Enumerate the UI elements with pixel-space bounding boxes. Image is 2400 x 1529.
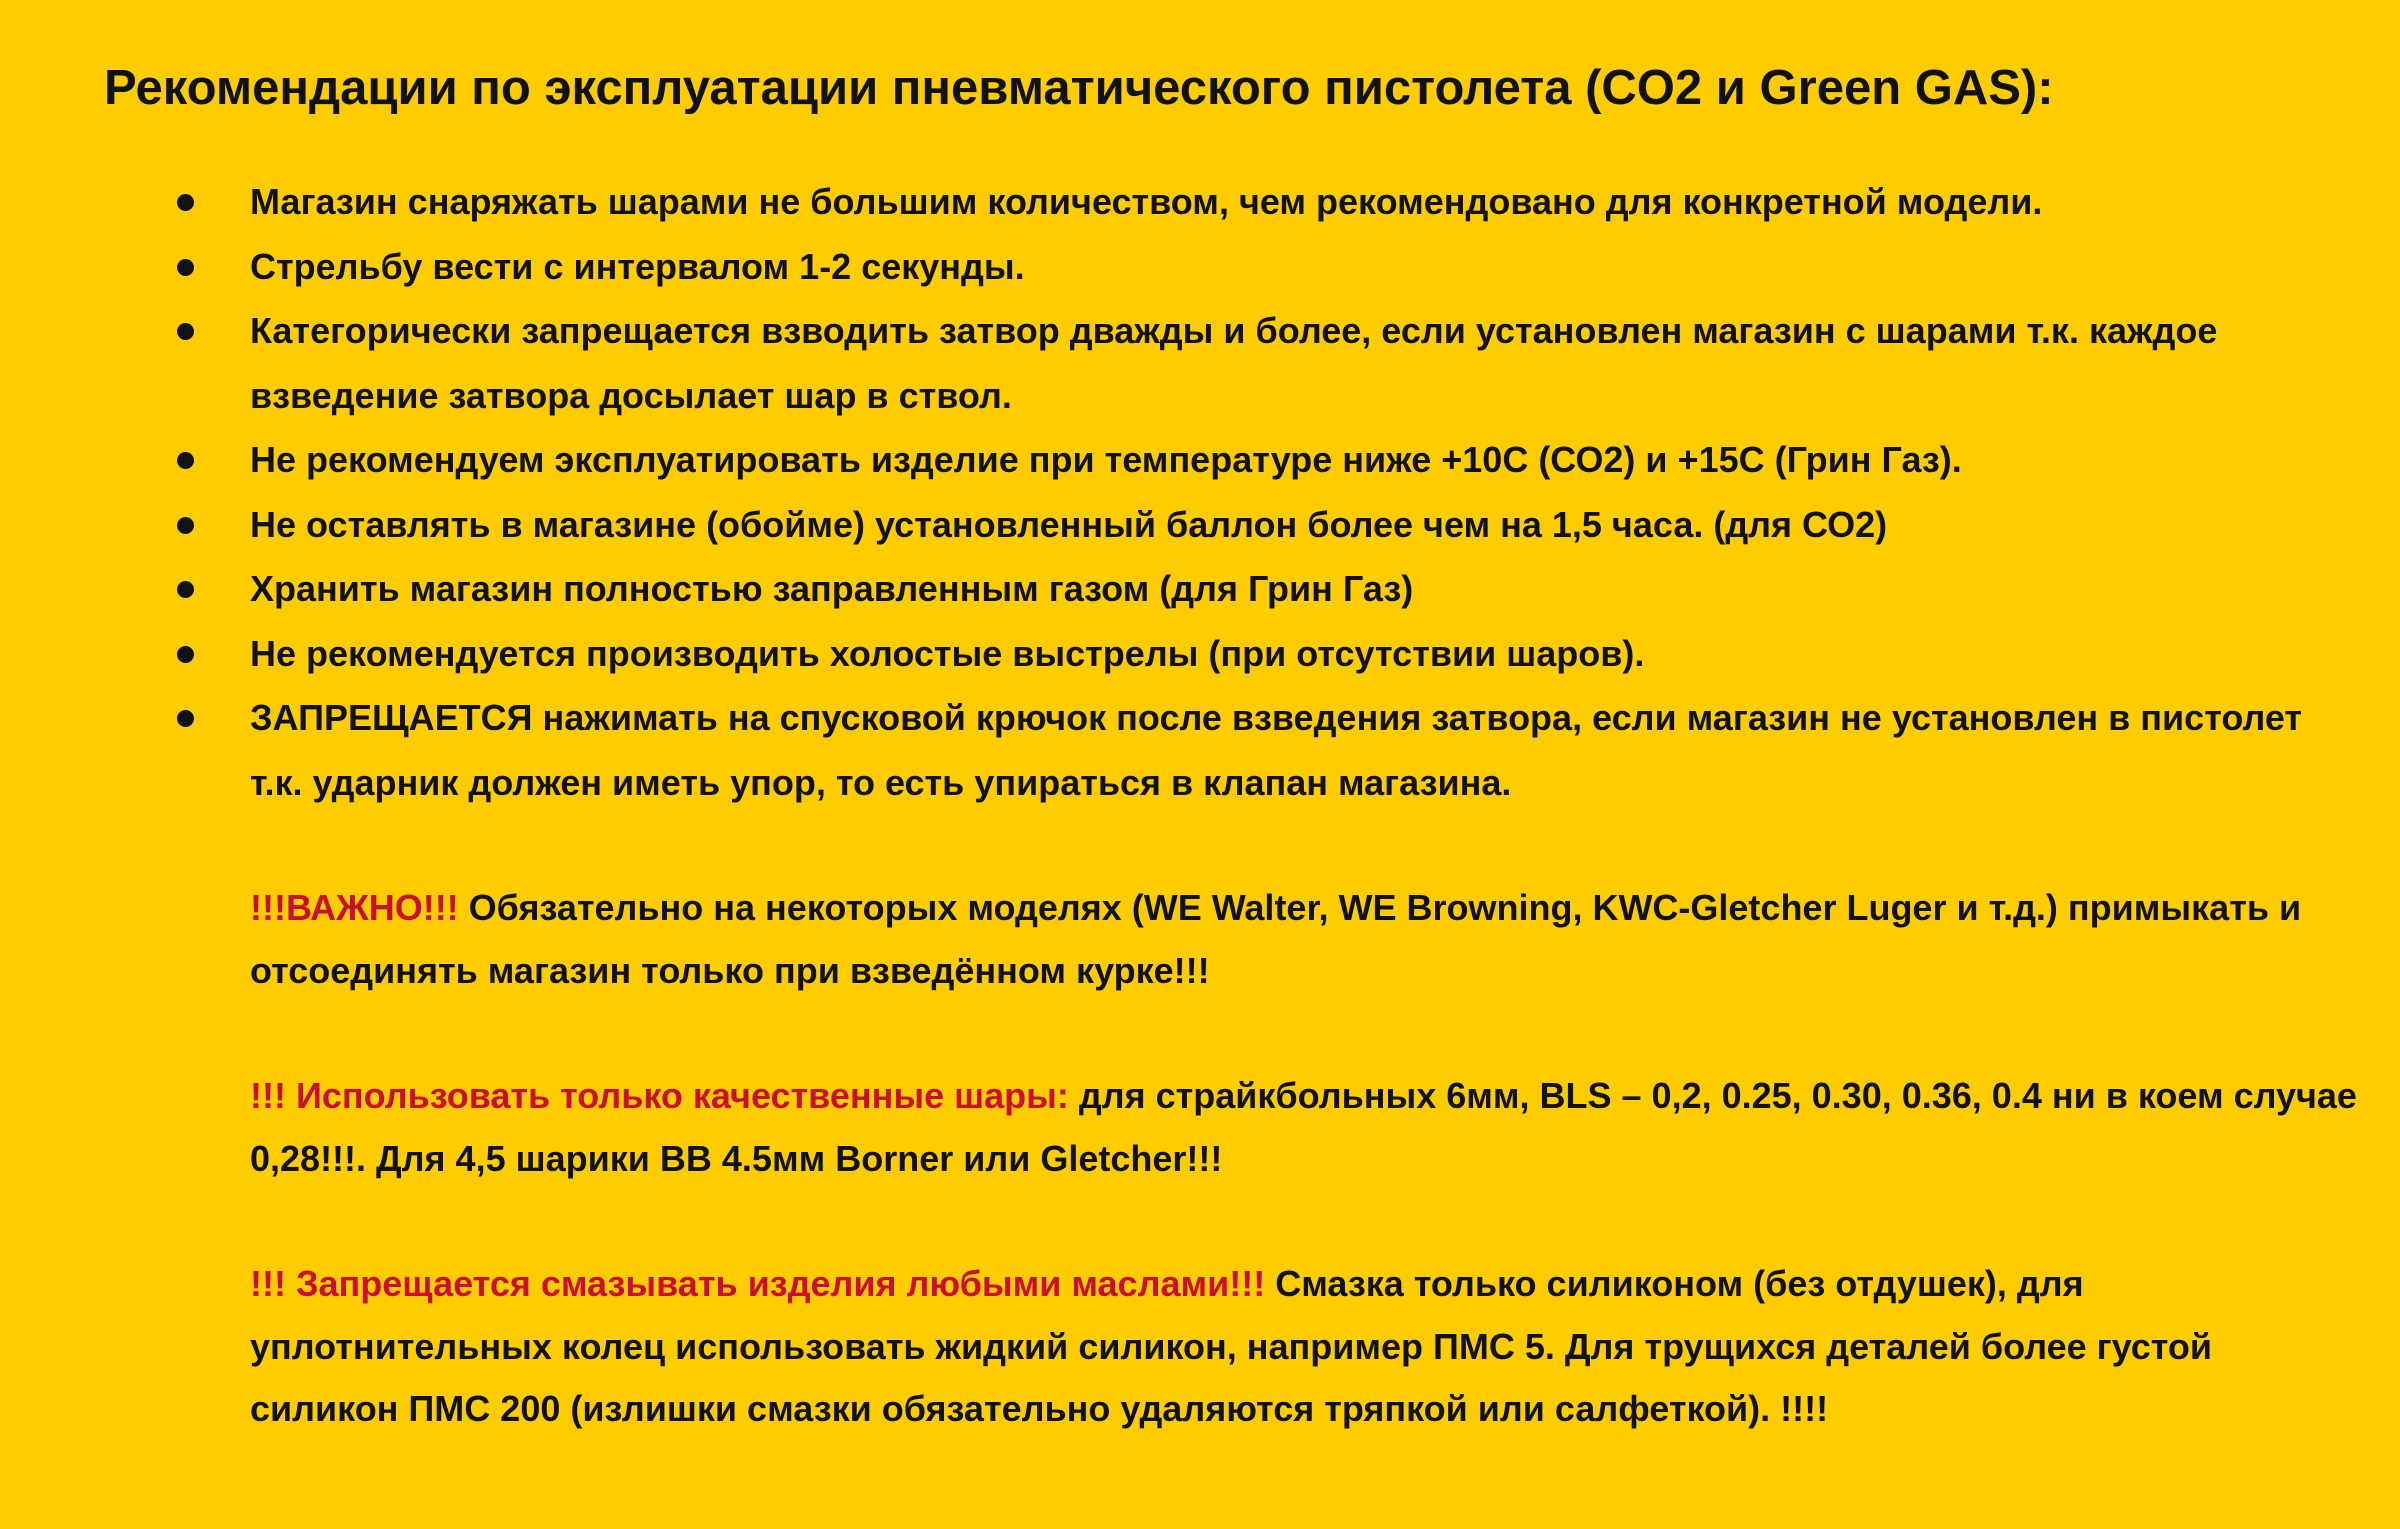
note-quality-bbs: [250, 1065, 2360, 1190]
list-item-text: Не оставлять в магазине (обойме) установленный баллон более чем на 1,5 часа. (для СО2): [250, 503, 1888, 545]
list-item: [0, 235, 2400, 300]
list-item: [0, 557, 2400, 622]
note-lubrication: [250, 1253, 2360, 1441]
bullet-icon: [177, 452, 194, 469]
list-item-text: Не рекомендуем эксплуатировать изделие при температуре ниже +10С (СО2) и +15С (Грин Газ).: [250, 439, 1962, 480]
note-text: Смазка только силиконом (без отдушек), для уплотнительных колец использовать жидкий силикон, например ПМС 5. Для трущихся деталей более густой силикон ПМС 200 (излишки смазки обязательно удаляются тряпкой или салфеткой). !!!!: [250, 1263, 2213, 1429]
list-item: [0, 686, 2400, 815]
note-text: Обязательно на некоторых моделях (WE Walter, WE Browning, KWC-Gletcher Luger и т.д.) примыкать и отсоединять магазин только при взведённом курке!!!: [250, 887, 2302, 991]
list-item: [0, 622, 2400, 687]
list-item: [0, 493, 2400, 558]
list-item: [0, 299, 2400, 428]
bullet-icon: [177, 710, 194, 727]
note-text: для страйкбольных 6мм, BLS – 0,2, 0.25, 0.30, 0.36, 0.4 ни в коем случае 0,28!!!. Для 4,5 шарики ВВ 4.5мм Borner или Gletcher!!!: [250, 1075, 2357, 1179]
list-item-text: Хранить магазин полностью заправленным газом (для Грин Газ): [250, 568, 1414, 609]
list-item: [0, 170, 2400, 235]
recommendations-list: [0, 170, 2400, 815]
bullet-icon: [177, 259, 194, 276]
bullet-icon: [177, 323, 194, 340]
note-important-magazine: [250, 877, 2360, 1002]
important-notes: [250, 877, 2360, 1504]
list-item-text: Категорически запрещается взводить затвор дважды и более, если установлен магазин с шарами т.к. каждое взведение затвора досылает шар в ствол.: [250, 310, 2218, 416]
list-item-text: Стрельбу вести с интервалом 1-2 секунды.: [250, 245, 1025, 287]
document-title: Рекомендации по эксплуатации пневматического пистолета (CO2 и Green GAS):: [104, 61, 2054, 115]
bullet-icon: [177, 581, 194, 598]
list-item-text: Не рекомендуется производить холостые выстрелы (при отсутствии шаров).: [250, 632, 1645, 674]
note-highlight: !!! Запрещается смазывать изделия любыми маслами!!!: [250, 1263, 1266, 1304]
note-highlight: !!!ВАЖНО!!!: [250, 887, 459, 928]
bullet-icon: [177, 194, 194, 211]
bullet-icon: [177, 517, 194, 534]
list-item: [0, 428, 2400, 493]
bullet-icon: [177, 646, 194, 663]
list-item-text: ЗАПРЕЩАЕТСЯ нажимать на спусковой крючок после взведения затвора, если магазин не установлен в пистолет т.к. ударник должен иметь упор, то есть упираться в клапан магазина.: [250, 697, 2303, 803]
note-highlight: !!! Использовать только качественные шары:: [250, 1075, 1069, 1116]
list-item-text: Магазин снаряжать шарами не большим количеством, чем рекомендовано для конкретной модели.: [250, 181, 2043, 222]
